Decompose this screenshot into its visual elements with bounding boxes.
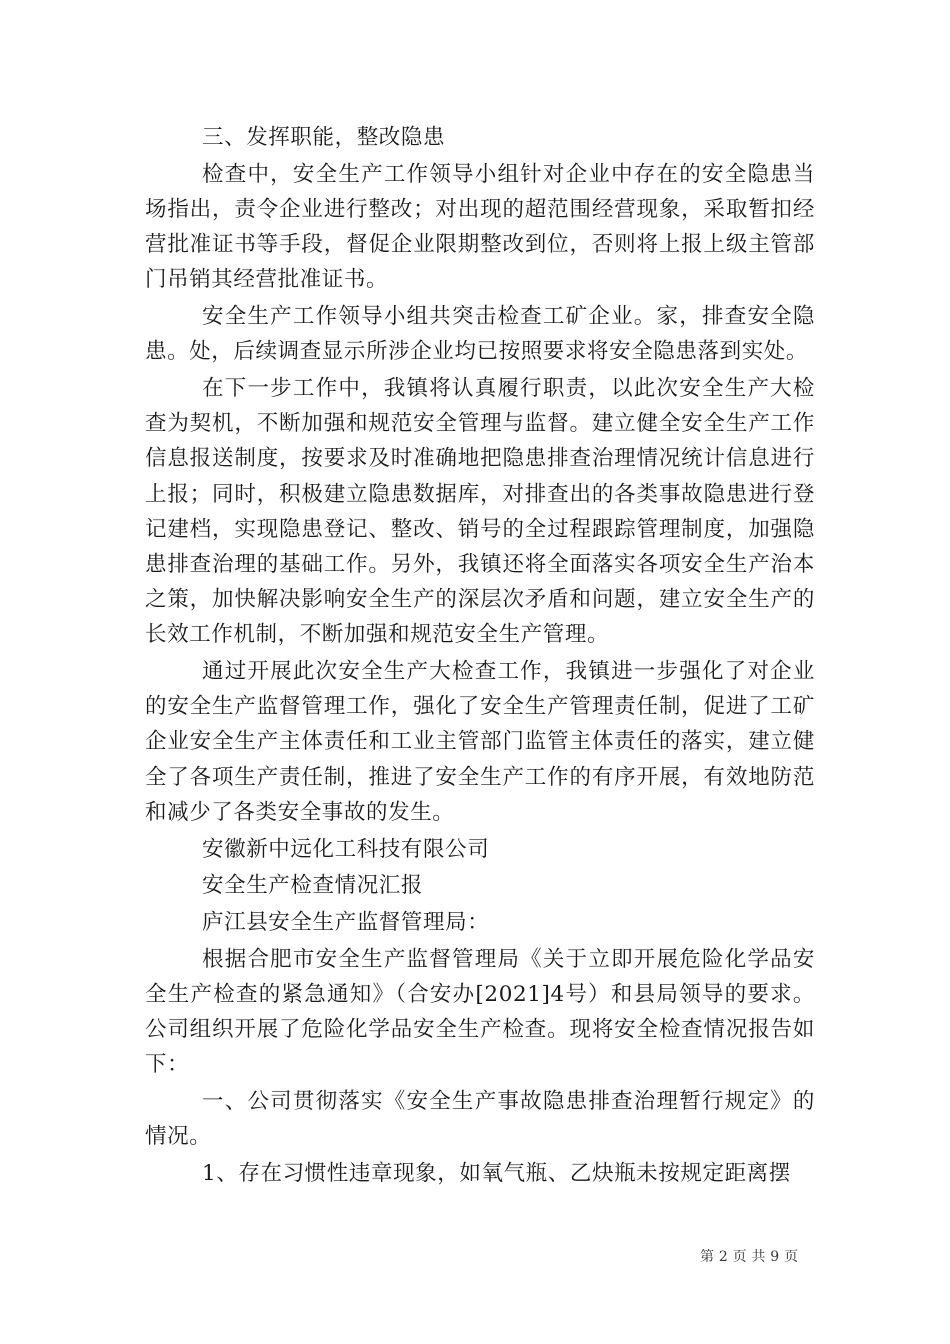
- paragraph: 安全生产工作领导小组共突击检查工矿企业。家，排查安全隐患。处，后续调查显示所涉企业均已按照要求将安全隐患落到实处。: [145, 304, 815, 365]
- section-heading: 一、公司贯彻落实《安全生产事故隐患排查治理暂行规定》的情况。: [145, 1088, 815, 1150]
- document-body: [145, 120, 815, 1193]
- page-number: 第 2 页 共 9 页: [700, 1249, 799, 1265]
- report-title: 安全生产检查情况汇报: [202, 873, 424, 899]
- paragraph: 根据合肥市安全生产监督管理局《关于立即开展危险化学品安全生产检查的紧急通知》（合安办[2021]4号）和县局领导的要求。公司组织开展了危险化学品安全生产检查。现将安全检查情况报告如下：: [145, 946, 815, 1078]
- section-heading: 三、发挥职能，整改隐患: [202, 125, 446, 150]
- addressee: 庐江县安全生产监督管理局：: [202, 909, 490, 935]
- list-item: 1、存在习惯性违章现象，如氧气瓶、乙炔瓶未按规定距离摆: [202, 1160, 791, 1186]
- company-name: 安徽新中远化工科技有限公司: [202, 836, 490, 862]
- paragraph: 检查中，安全生产工作领导小组针对企业中存在的安全隐患当场指出，责令企业进行整改；对出现的超范围经营现象，采取暂扣经营批准证书等手段，督促企业限期整改到位，否则将上报上级主管部门吊销其经营批准证书。: [145, 161, 815, 293]
- paragraph: 通过开展此次安全生产大检查工作，我镇进一步强化了对企业的安全生产监督管理工作，强化了安全生产管理责任制，促进了工矿企业安全生产主体责任和工业主管部门监管主体责任的落实，建立健全了各项生产责任制，推进了安全生产工作的有序开展，有效地防范和减少了各类安全事故的发生。: [145, 659, 815, 825]
- paragraph: 在下一步工作中，我镇将认真履行职责，以此次安全生产大检查为契机，不断加强和规范安全管理与监督。建立健全安全生产工作信息报送制度，按要求及时准确地把隐患排查治理情况统计信息进行上报；同时，积极建立隐患数据库，对排查出的各类事故隐患进行登记建档，实现隐患登记、整改、销号的全过程跟踪管理制度，加强隐患排查治理的基础工作。另外，我镇还将全面落实各项安全生产治本之策，加快解决影响安全生产的深层次矛盾和问题，建立安全生产的长效工作机制，不断加强和规范安全生产管理。: [145, 375, 815, 648]
